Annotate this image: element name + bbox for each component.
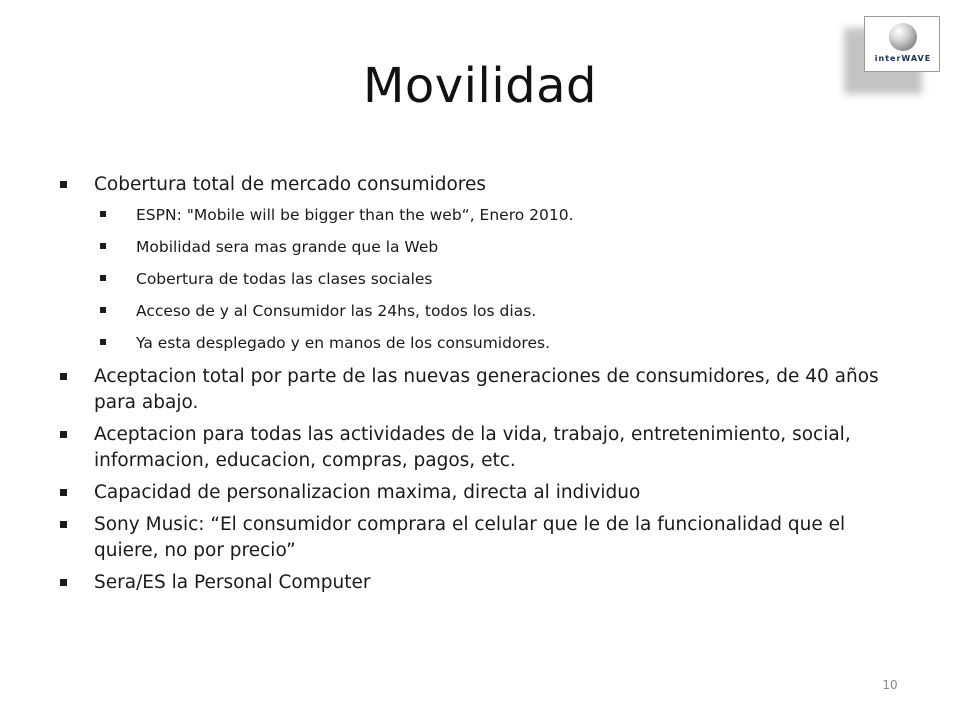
- sub-bullet-text: Ya esta desplegado y en manos de los consumidores.: [136, 334, 551, 352]
- square-bullet-icon: [60, 579, 67, 586]
- bullet-text: Aceptacion total por parte de las nuevas generaciones de consumidores, de 40 años para abajo.: [94, 366, 879, 413]
- sub-bullet-item: [94, 236, 896, 258]
- sub-bullet-item: [94, 332, 896, 354]
- square-bullet-icon: [100, 307, 106, 313]
- square-bullet-icon: [100, 275, 106, 281]
- square-bullet-icon: [60, 489, 67, 496]
- square-bullet-icon: [100, 211, 106, 217]
- square-bullet-icon: [60, 373, 67, 380]
- sub-bullet-text: ESPN: "Mobile will be bigger than the web“, Enero 2010.: [136, 206, 574, 224]
- interwave-logo: [864, 16, 942, 74]
- square-bullet-icon: [60, 431, 67, 438]
- globe-icon: [889, 23, 917, 51]
- bullet-item-acceptance-generations: [56, 364, 896, 416]
- sub-bullet-item: [94, 300, 896, 322]
- bullet-list: [56, 172, 896, 602]
- bullet-item-sony-music: [56, 512, 896, 564]
- bullet-item-coverage: [56, 172, 896, 354]
- page-number: 10: [882, 678, 898, 692]
- sub-bullet-item: [94, 268, 896, 290]
- square-bullet-icon: [60, 181, 67, 188]
- square-bullet-icon: [60, 521, 67, 528]
- bullet-item-acceptance-activities: [56, 422, 896, 474]
- sub-bullet-text: Mobilidad sera mas grande que la Web: [136, 238, 439, 256]
- square-bullet-icon: [100, 243, 106, 249]
- square-bullet-icon: [100, 339, 106, 345]
- bullet-text: Sera/ES la Personal Computer: [94, 572, 371, 593]
- bullet-text: Sony Music: “El consumidor comprara el celular que le de la funcionalidad que el quiere, no por precio”: [94, 514, 846, 561]
- bullet-item-personalization: [56, 480, 896, 506]
- sub-bullet-text: Cobertura de todas las clases sociales: [136, 270, 433, 288]
- bullet-text: Aceptacion para todas las actividades de la vida, trabajo, entretenimiento, social, informacion, educacion, compras, pagos, etc.: [94, 424, 851, 471]
- bullet-text: Capacidad de personalizacion maxima, directa al individuo: [94, 482, 641, 503]
- bullet-text: Cobertura total de mercado consumidores: [94, 174, 487, 195]
- logo-box: [864, 16, 940, 72]
- sub-bullet-item: [94, 204, 896, 226]
- sub-bullet-text: Acceso de y al Consumidor las 24hs, todos los dias.: [136, 302, 537, 320]
- sub-bullet-list: [94, 204, 896, 354]
- logo-text: interWAVE: [874, 54, 932, 63]
- slide-title: Movilidad: [362, 58, 598, 114]
- bullet-item-personal-computer: [56, 570, 896, 596]
